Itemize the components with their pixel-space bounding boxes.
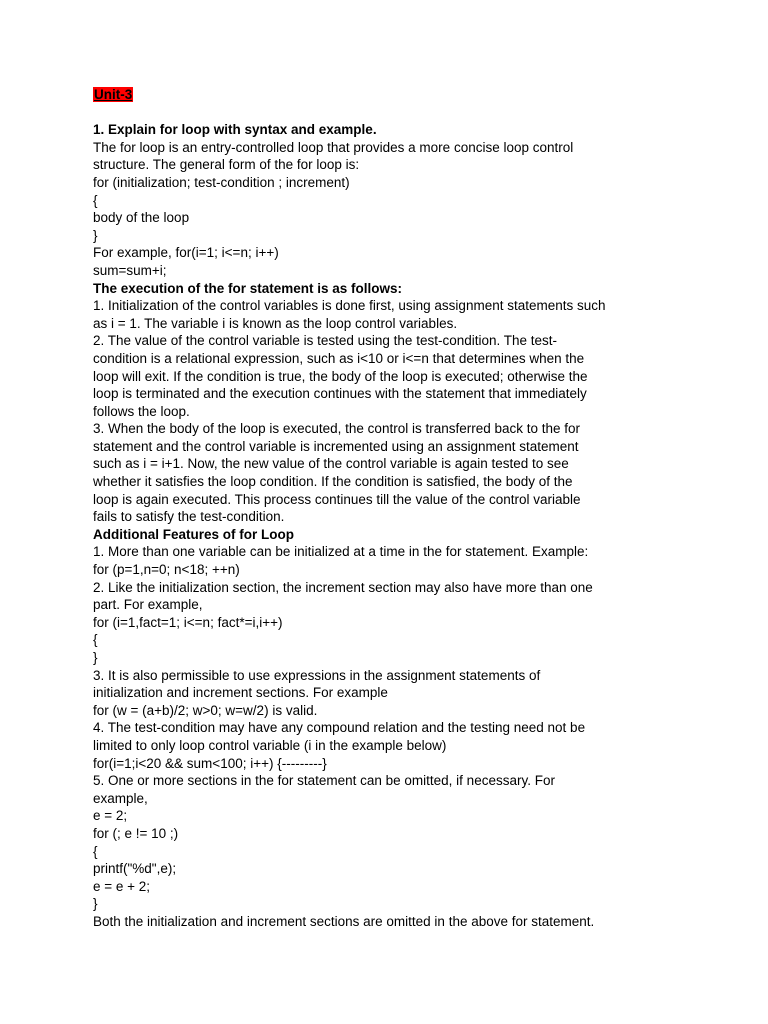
text-line: e = e + 2; [93,878,151,894]
text-line: structure. The general form of the for loop is: [93,157,360,173]
text-line: for (; e != 10 ;) [93,825,179,841]
section-heading: The execution of the for statement is as follows: [93,280,403,296]
text-line: 2. Like the initialization section, the increment section may also have more than one [93,579,593,595]
text-line: Both the initialization and increment sections are omitted in the above for statement. [93,913,595,929]
unit-heading-line [93,86,653,104]
question-title: 1. Explain for loop with syntax and example. [93,122,377,138]
text-line: whether it satisfies the loop condition. If the condition is satisfied, the body of the [93,474,573,490]
text-line: } [93,227,98,243]
text-line: For example, for(i=1; i<=n; i++) [93,245,279,261]
text-line: statement and the control variable is incremented using an assignment statement [93,438,579,454]
text-line: 1. Initialization of the control variables is done first, using assignment statements such [93,298,606,314]
text-line: follows the loop. [93,403,190,419]
text-line: 1. More than one variable can be initialized at a time in the for statement. Example: [93,544,589,560]
text-line: 4. The test-condition may have any compound relation and the testing need not be [93,720,586,736]
text-line: 3. When the body of the loop is executed, the control is transferred back to the for [93,421,581,437]
text-line: initialization and increment sections. For example [93,685,388,701]
text-line: example, [93,790,148,806]
unit-label: Unit-3 [94,87,133,102]
text-line: 5. One or more sections in the for statement can be omitted, if necessary. For [93,773,555,789]
text-line: for(i=1;i<20 && sum<100; i++) {---------} [93,755,327,771]
text-line: { [93,843,98,859]
text-line: loop is again executed. This process continues till the value of the control variable [93,491,581,507]
text-line: body of the loop [93,210,190,226]
document-body [93,139,653,931]
section-heading: Additional Features of for Loop [93,526,294,542]
text-line: for (w = (a+b)/2; w>0; w=w/2) is valid. [93,702,318,718]
text-line: loop will exit. If the condition is true, the body of the loop is executed; otherwise the [93,368,588,384]
text-line: fails to satisfy the test-condition. [93,509,285,525]
text-line: such as i = i+1. Now, the new value of the control variable is again tested to see [93,456,569,472]
text-line: The for loop is an entry-controlled loop that provides a more concise loop control [93,139,574,155]
text-line: printf("%d",e); [93,861,177,877]
text-line: } [93,896,98,912]
document-page [93,86,653,931]
text-line: condition is a relational expression, such as i<10 or i<=n that determines when the [93,350,585,366]
text-line: e = 2; [93,808,128,824]
text-line: part. For example, [93,597,203,613]
text-line: as i = 1. The variable i is known as the loop control variables. [93,315,458,331]
text-line: loop is terminated and the execution continues with the statement that immediately [93,386,587,402]
text-line: { [93,192,98,208]
text-line: 2. The value of the control variable is tested using the test-condition. The test- [93,333,558,349]
spacer [93,104,653,122]
text-line: { [93,632,98,648]
text-line: limited to only loop control variable (i in the example below) [93,737,447,753]
text-line: } [93,650,98,665]
text-line: 3. It is also permissible to use expressions in the assignment statements of [93,667,541,683]
text-line: sum=sum+i; [93,262,167,278]
text-line: for (p=1,n=0; n<18; ++n) [93,562,240,578]
text-line: for (i=1,fact=1; i<=n; fact*=i,i++) [93,614,283,630]
text-line: for (initialization; test-condition ; increment) [93,174,350,190]
